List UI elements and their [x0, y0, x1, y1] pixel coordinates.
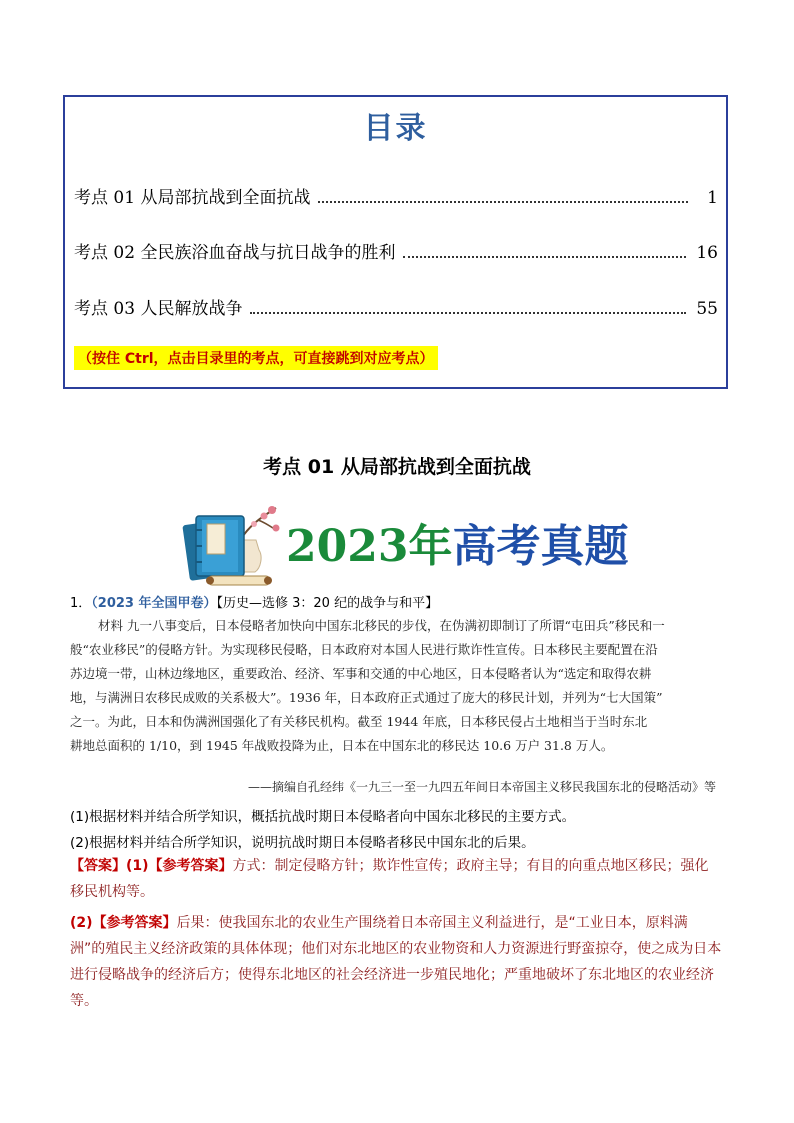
- material-line: 地，与满洲日农移民成败的关系极大”。1936 年，日本政府正式通过了庞大的移民计划，并列为“七大国策”: [70, 690, 663, 705]
- toc-leader-dots: [403, 256, 686, 258]
- question-source: （2023 年全国甲卷）: [91, 596, 217, 611]
- answer-1-text: 方式：制定侵略方针；欺诈性宣传；政府主导；有目的向重点地区移民；强化移民机构等。: [70, 858, 709, 900]
- question-header: [70, 592, 438, 611]
- banner-title: 高考真题: [452, 521, 629, 572]
- material-passage: [70, 614, 720, 758]
- answer-2: [70, 910, 722, 1014]
- material-line: 般“农业移民”的侵略方针。为实现移民侵略，日本政府对本国人民进行欺诈性宣传。日本移民主要配置在沿: [70, 642, 658, 657]
- toc-item-label[interactable]: 考点 03 人民解放战争: [74, 299, 243, 319]
- material-line: 苏边境一带，山林边缘地区，重要政治、经济、军事和交通的中心地区，日本侵略者认为“选定和取得农耕: [70, 666, 652, 681]
- material-line: 之一。为此，日本和伪满洲国强化了有关移民机构。截至 1944 年底，日本移民侵占土地相当于当时东北: [70, 714, 648, 729]
- section-heading: 考点 01 从局部抗战到全面抗战: [263, 456, 531, 478]
- answer-1: [70, 853, 722, 905]
- toc-hint-note: （按住 Ctrl，点击目录里的考点，可直接跳到对应考点）: [74, 346, 438, 370]
- material-citation: ——摘编自孔经纬《一九三一至一九四五年间日本帝国主义移民我国东北的侵略活动》等: [247, 780, 716, 794]
- toc-item-3[interactable]: [74, 293, 718, 319]
- toc-item-page: 16: [696, 243, 718, 263]
- toc-item-2[interactable]: [74, 237, 718, 263]
- sub-question-2: (2)根据材料并结合所学知识，说明抗战时期日本侵略者移民中国东北的后果。: [70, 835, 535, 851]
- sub-question-1: (1)根据材料并结合所学知识，概括抗战时期日本侵略者向中国东北移民的主要方式。: [70, 809, 576, 825]
- book-stack-icon: [180, 500, 290, 596]
- toc-leader-dots: [318, 201, 688, 203]
- question-number: 1．: [70, 596, 92, 611]
- answer-2-text: 后果：使我国东北的农业生产围绕着日本帝国主义利益进行，是“工业日本，原料满洲”的殖民主义经济政策的具体体现；他们对东北地区的农业物资和人力资源进行野蛮掠夺，使之成为日本进行侵略战争的经济后方；使得东北地区的社会经济进一步殖民地化；严重地破坏了东北地区的农业经济等。: [70, 915, 722, 1009]
- exam-banner: [180, 500, 629, 596]
- toc-item-page: 55: [696, 299, 718, 319]
- material-line: 材料 九一八事变后，日本侵略者加快向中国东北移民的步伐，在伪满初即制订了所谓“屯田兵”移民和一: [98, 618, 665, 633]
- material-line: 耕地总面积的 1/10，到 1945 年战败投降为止，日本在中国东北的移民达 10.6 万户 31.8 万人。: [70, 738, 614, 753]
- toc-item-page: 1: [707, 188, 718, 208]
- toc-item-1[interactable]: [74, 182, 718, 208]
- answer-2-tag: (2)【参考答案】: [70, 915, 177, 931]
- banner-year: 2023年: [286, 521, 453, 572]
- banner-heading: [286, 510, 628, 574]
- table-of-contents: [63, 95, 728, 389]
- toc-item-label[interactable]: 考点 02 全民族浴血奋战与抗日战争的胜利: [74, 243, 396, 263]
- answer-1-tag: 【答案】(1)【参考答案】: [70, 858, 233, 874]
- toc-title: 目录: [363, 111, 428, 146]
- toc-item-label[interactable]: 考点 01 从局部抗战到全面抗战: [74, 188, 311, 208]
- question-category: 【历史—选修 3：20 纪的战争与和平】: [216, 596, 439, 611]
- toc-leader-dots: [250, 312, 686, 314]
